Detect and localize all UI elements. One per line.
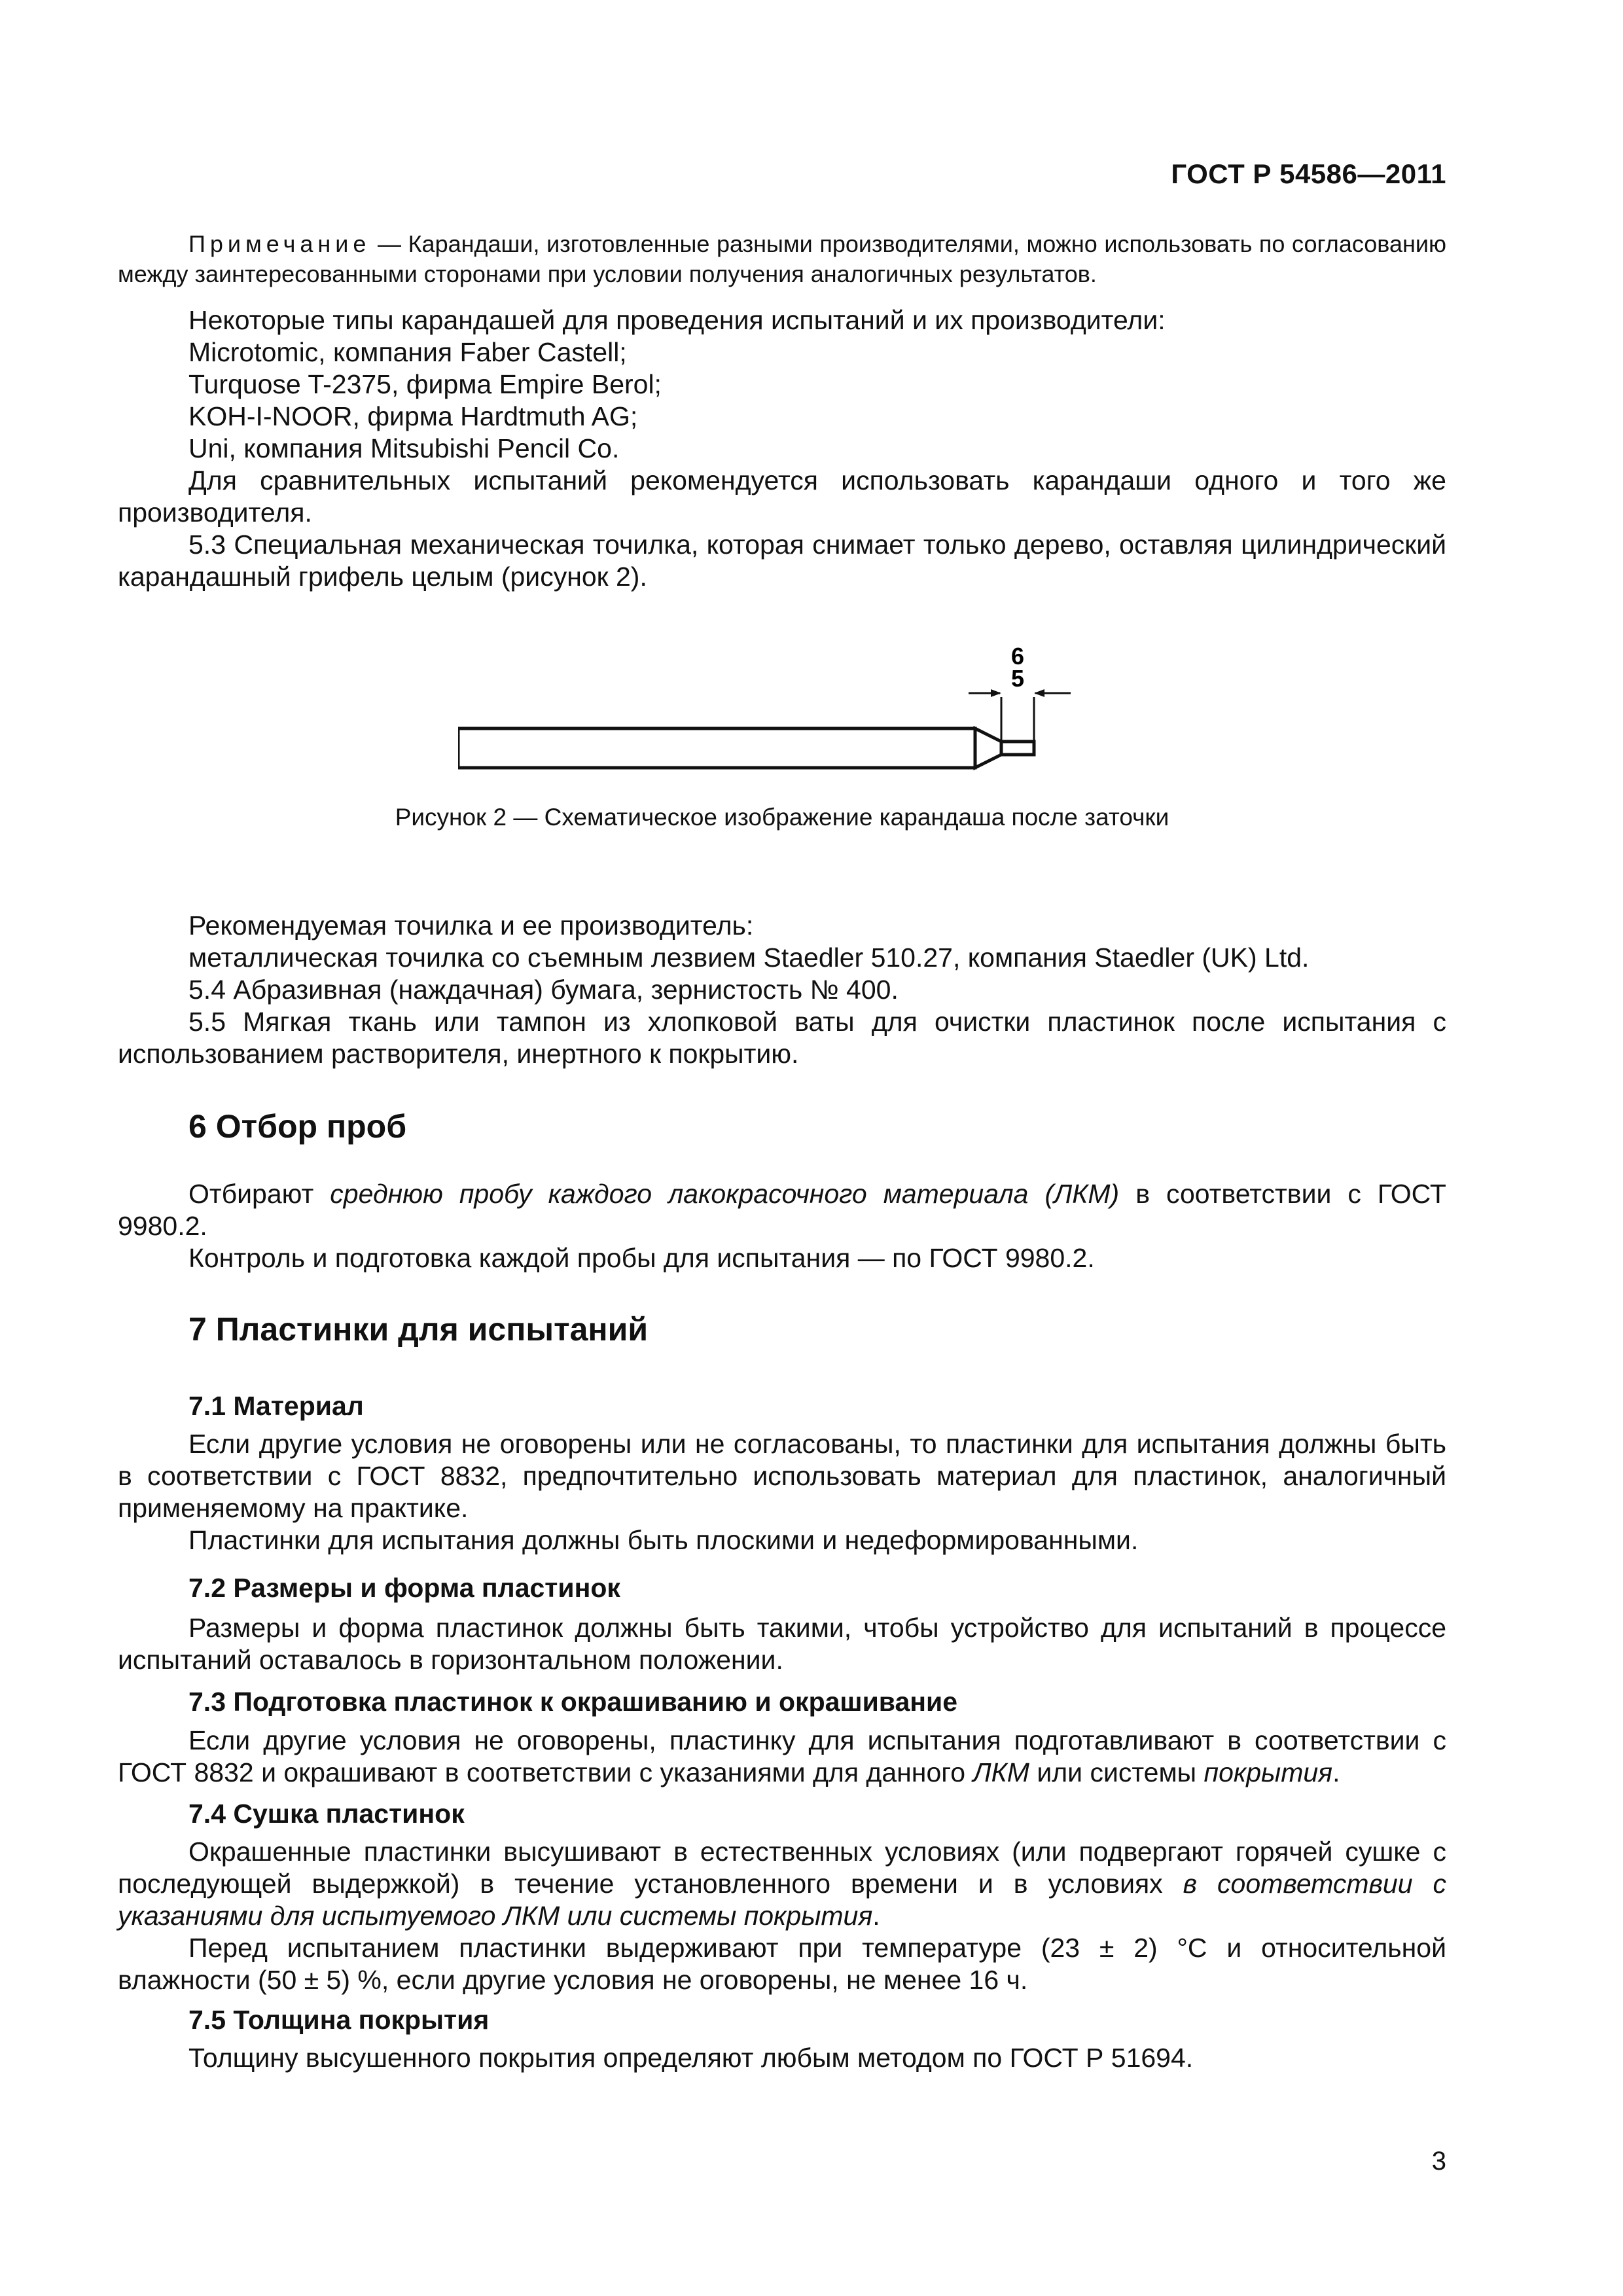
figure-caption: Рисунок 2 — Схематическое изображение карандаша после заточки — [395, 804, 1169, 831]
text-run: в соответствии с ГОСТ 9980.2. — [118, 1179, 1446, 1241]
clause-7-5-p1: Толщину высушенного покрытия определяют любым методом по ГОСТ Р 51694. — [188, 2043, 1194, 2073]
italic-run: ЛКМ — [972, 1757, 1029, 1787]
text-run: . — [1332, 1757, 1340, 1787]
note-label: Примечание — [188, 230, 371, 257]
pencils-comparative: Для сравнительных испытаний рекомендуется использовать карандаши одного и того же производителя. — [118, 465, 1446, 528]
clause-7-2-body — [118, 1612, 1446, 1676]
clause-7-4-body — [118, 1836, 1446, 1996]
standard-code: ГОСТ Р 54586—2011 — [1171, 158, 1446, 189]
clause-7-3-p1 — [118, 1725, 1446, 1789]
clause-7-1-p2: Пластинки для испытания должны быть плоскими и недеформированными. — [188, 1525, 1139, 1555]
pencils-intro: Некоторые типы карандашей для проведения испытаний и их производители: — [188, 305, 1166, 335]
pencil-lead — [1001, 742, 1034, 755]
clause-7-3-title: 7.3 Подготовка пластинок к окрашиванию и окрашивание — [188, 1687, 958, 1717]
text-run: . — [872, 1901, 880, 1931]
dim-arrowhead-left — [991, 689, 1001, 697]
pencil-cone — [975, 728, 1001, 768]
clause-5-4: 5.4 Абразивная (наждачная) бумага, зернистость № 400. — [188, 975, 899, 1005]
pencil-body — [458, 728, 975, 768]
dim-label-inner: 5 — [1010, 665, 1025, 692]
section-6-p2: Контроль и подготовка каждой пробы для испытания — по ГОСТ 9980.2. — [188, 1243, 1095, 1273]
document-page — [118, 0, 1446, 2296]
clause-7-1-body — [118, 1428, 1446, 1556]
pencil-item: Turquose T-2375, фирма Empire Berol; — [188, 369, 662, 399]
section-7-title: 7 Пластинки для испытаний — [188, 1311, 649, 1348]
page-number: 3 — [1431, 2147, 1446, 2176]
clause-7-2-title: 7.2 Размеры и форма пластинок — [188, 1573, 620, 1603]
sharpener-detail: металлическая точилка со съемным лезвием Staedler 510.27, компания Staedler (UK) Ltd. — [188, 942, 1310, 973]
text-run: Если другие условия не оговорены, пластинку для испытания подготавливают в соответствии с ГОСТ 8832 и окрашивают в соответствии с указаниями для данного — [118, 1725, 1446, 1787]
sharpener-intro: Рекомендуемая точилка и ее производитель: — [188, 910, 754, 941]
clause-7-4-title: 7.4 Сушка пластинок — [188, 1799, 465, 1829]
clause-7-4-p2: Перед испытанием пластинки выдерживают при температуре (23 ± 2) °С и относительной влажности (50 ± 5) %, если другие условия не оговорены, не менее 16 ч. — [118, 1933, 1446, 1995]
clause-7-5-body — [118, 2042, 1446, 2074]
pencil-diagram — [458, 638, 1217, 782]
clause-5-3: 5.3 Специальная механическая точилка, которая снимает только дерево, оставляя цилиндрический карандашный грифель целым (рисунок 2). — [118, 529, 1446, 592]
dim-arrowhead-right — [1034, 689, 1044, 697]
text-run: Окрашенные пластинки высушивают в естественных условиях (или подвергают горячей сушке с последующей выдержкой) в течение установленного времени и в условиях — [118, 1837, 1446, 1899]
clause-7-4-p1 — [118, 1836, 1446, 1932]
clause-7-2-p1: Размеры и форма пластинок должны быть такими, чтобы устройство для испытаний в процессе испытаний оставалось в горизонтальном положении. — [118, 1613, 1446, 1675]
note-paragraph — [118, 229, 1446, 289]
italic-run: в соответствии с указаниями для испытуемого ЛКМ или системы покрытия — [118, 1869, 1446, 1931]
text-run: или системы — [1029, 1757, 1204, 1787]
pencil-item: KOH-I-NOOR, фирма Hardtmuth AG; — [188, 401, 638, 431]
italic-run: покрытия — [1204, 1757, 1333, 1787]
clause-5-5: 5.5 Мягкая ткань или тампон из хлопковой ваты для очистки пластинок после испытания с использованием растворителя, инертного к покрытию. — [118, 1007, 1446, 1069]
dim-label-outer: 6 — [1010, 643, 1025, 670]
clause-7-1-title: 7.1 Материал — [188, 1391, 364, 1421]
clause-7-1-p1: Если другие условия не оговорены или не согласованы, то пластинки для испытания должны быть в соответствии с ГОСТ 8832, предпочтительно использовать материал для пластинок, аналогичный применяемому на практике. — [118, 1429, 1446, 1523]
italic-run: среднюю пробу каждого лакокрасочного материала (ЛКМ) — [330, 1179, 1120, 1209]
note-text: — Карандаши, изготовленные разными производителями, можно использовать по согласованию между заинтересованными сторонами при условии получения аналогичных результатов. — [118, 230, 1446, 287]
pencil-item: Uni, компания Mitsubishi Pencil Co. — [188, 433, 620, 463]
section-6-title: 6 Отбор проб — [188, 1108, 407, 1145]
pencils-block — [118, 304, 1446, 593]
clause-7-3-body — [118, 1725, 1446, 1789]
text-run: Отбирают — [188, 1179, 330, 1209]
section-6-body — [118, 1178, 1446, 1274]
sharpener-block — [118, 910, 1446, 1070]
clause-7-5-title: 7.5 Толщина покрытия — [188, 2005, 490, 2035]
section-6-p1 — [118, 1178, 1446, 1242]
pencil-item: Microtomic, компания Faber Castell; — [188, 337, 627, 367]
